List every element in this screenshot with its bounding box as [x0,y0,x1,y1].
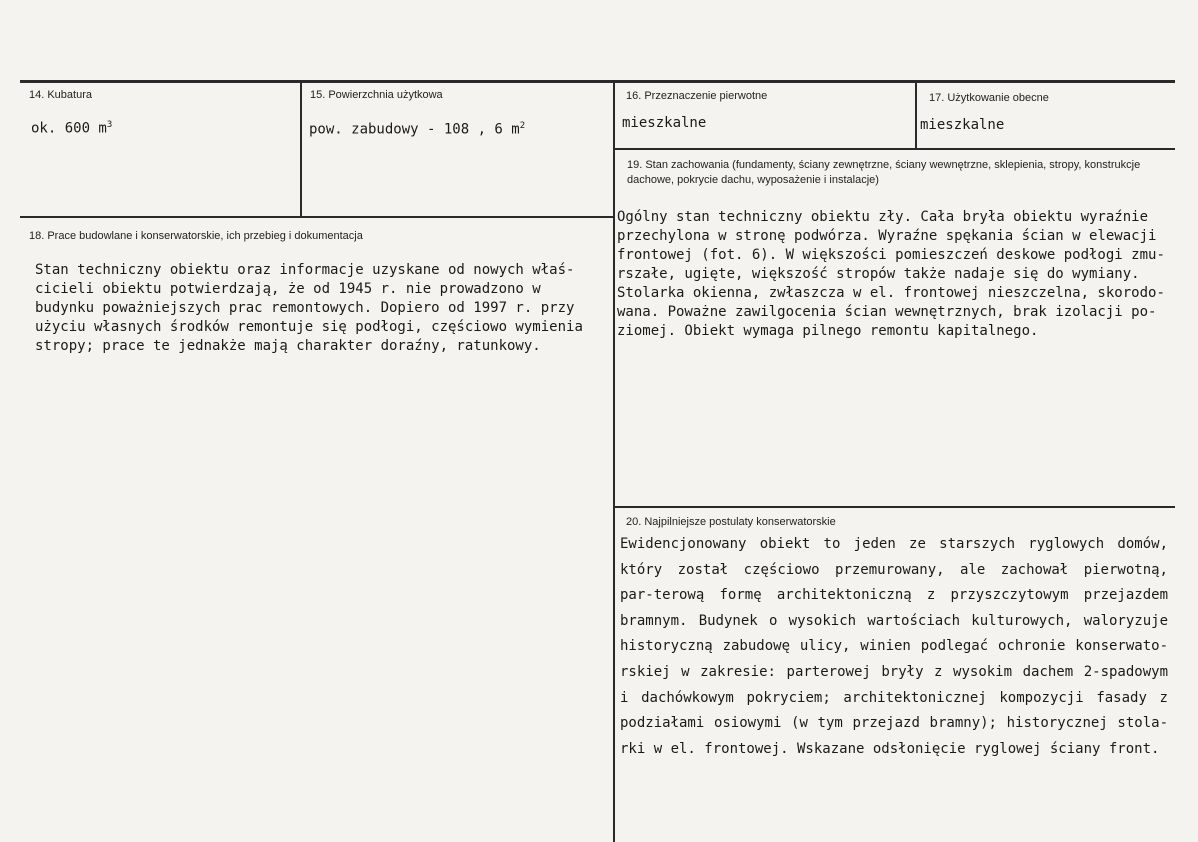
kubatura-label: 14. Kubatura [29,89,92,101]
przeznaczenie-value: mieszkalne [622,115,707,131]
left-divider-14-15 [300,80,302,218]
postulaty-label: 20. Najpilniejsze postulaty konserwatorskie [626,516,836,528]
kubatura-value: ok. 600 $m^3$ [31,120,113,137]
uzytkowanie-value: mieszkalne [920,117,1005,133]
uzytkowanie-label: 17. Użytkowanie obecne [929,92,1049,104]
top-border [20,80,1175,83]
przeznaczenie-label: 16. Przeznaczenie pierwotne [626,90,768,102]
stan-zachowania-label: 19. Stan zachowania (fundamenty, ściany zewnętrzne, ściany wewnętrzne, sklepienia, stropy, konstrukcje dachowe, pokrycie dachu, wyposażenie i instalacje) [627,159,1141,186]
row-divider-right-16 [615,148,1175,150]
powierzchnia-value: pow. zabudowy - 108 , 6 $m^2$ [309,121,526,138]
prace-budowlane-label: 18. Prace budowlane i konserwatorskie, ich przebieg i dokumentacja [29,230,363,242]
stan-zachowania-text: Ogólny stan techniczny obiektu zły. Cała bryła obiektu wyraźnie przechylona w stronę podwórza. Wyraźne spękania ścian w elewacji frontowej (fot. 6). W większości pomieszczeń deskowe podłogi zmu- rszałe, ugięte, większość stropów także nadaje się do wymiany. Stolarka okienna, zwłaszcza w el. frontowej nieszczelna, skorodo- wana. Poważne zawilgocenia ścian wewnętrznych, brak izolacji po- ziomej. Obiekt wymaga pilnego remontu kapitalnego. [617,209,1165,339]
powierzchnia-label: 15. Powierzchnia użytkowa [310,89,443,101]
row-divider-right-20 [615,506,1175,508]
row-divider-left-18 [20,216,615,218]
prace-budowlane-text: Stan techniczny obiektu oraz informacje uzyskane od nowych właś- cicieli obiektu potwierdzają, że od 1945 r. nie prowadzono w budynku poważniejszych prac remontowych. Dopiero od 1997 r. przy użyciu własnych środków remontuje się podłogi, częściowo wymienia stropy; prace te jednakże mają charakter doraźny, ratunkowy. [35,262,583,354]
right-divider-16-17 [915,80,917,150]
center-divider [613,80,615,842]
postulaty-text: Ewidencjonowany obiekt to jeden ze starszych ryglowych domów, który został częściowo przemurowany, ale zachował pierwotną, par-terową formę architektoniczną z przyszczytowym przejazdem bramnym. Budynek o wysokich wartościach kulturowych, waloryzuje historyczną zabudowę ulicy, winien podlegać ochronie konserwato- rskiej w zakresie: parterowej bryły z wysokim dachem 2-spadowym i dachówkowym pokryciem; architektonicznej kompozycji fasady z podziałami osiowymi (w tym przejazd bramny); historycznej stola- rki w el. frontowej. Wskazane odsłonięcie ryglowej ściany front. [620,536,1168,757]
